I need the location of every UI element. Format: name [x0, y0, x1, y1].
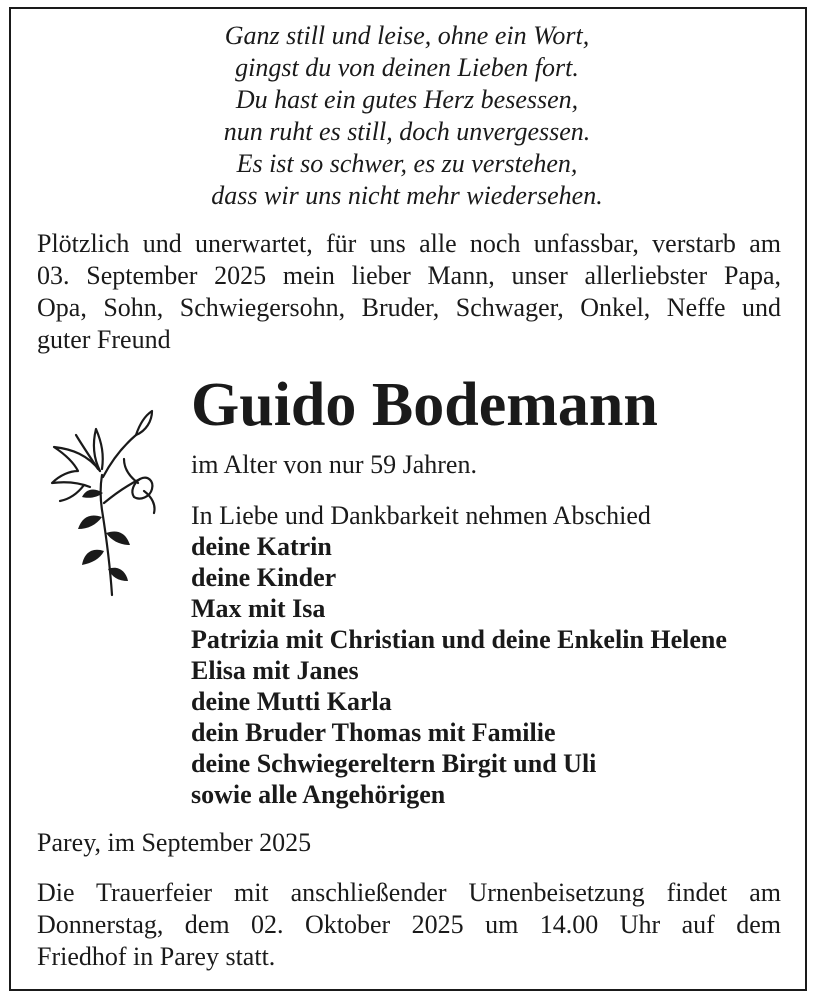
poem-line: dass wir uns nicht mehr wiedersehen.: [211, 181, 603, 210]
poem-line: Es ist so schwer, es zu verstehen,: [236, 149, 578, 178]
poem: [0, 20, 814, 212]
farewell-intro: In Liebe und Dankbarkeit nehmen Abschied: [191, 501, 651, 530]
family-member: deine Mutti Karla: [191, 687, 392, 716]
poem-line: gingst du von deinen Lieben fort.: [235, 53, 579, 82]
deceased-name: Guido Bodemann: [191, 371, 658, 439]
family-member: deine Kinder: [191, 563, 337, 592]
death-announcement: [37, 228, 781, 356]
family-member: dein Bruder Thomas mit Familie: [191, 718, 556, 747]
announcement-line: guter Freund: [37, 325, 171, 354]
family-list: [191, 500, 727, 810]
place-and-date: Parey, im September 2025: [37, 828, 312, 857]
announcement-line: 03. September 2025 mein lieber Mann, unser allerliebster Papa,: [37, 261, 781, 290]
family-member: Max mit Isa: [191, 594, 326, 623]
notice-line: Die Trauerfeier mit anschließender Urnenbeisetzung findet am: [37, 878, 781, 907]
poem-line: Ganz still und leise, ohne ein Wort,: [224, 21, 590, 50]
family-member: deine Schwiegereltern Birgit und Uli: [191, 749, 597, 778]
family-member: sowie alle Angehörigen: [191, 780, 446, 809]
poem-line: Du hast ein gutes Herz besessen,: [235, 85, 579, 114]
family-member: deine Katrin: [191, 532, 332, 561]
family-member: Patrizia mit Christian und deine Enkelin Helene: [191, 625, 727, 654]
poem-line: nun ruht es still, doch unvergessen.: [223, 117, 591, 146]
announcement-line: Plötzlich und unerwartet, für uns alle noch unfassbar, verstarb am: [37, 229, 781, 258]
notice-line: Friedhof in Parey statt.: [37, 942, 276, 971]
lily-flower-icon: [40, 405, 160, 600]
notice-line: Donnerstag, dem 02. Oktober 2025 um 14.00 Uhr auf dem: [37, 910, 781, 939]
age-statement: im Alter von nur 59 Jahren.: [191, 450, 477, 479]
funeral-notice: [37, 877, 781, 973]
family-member: Elisa mit Janes: [191, 656, 359, 685]
announcement-line: Opa, Sohn, Schwiegersohn, Bruder, Schwager, Onkel, Neffe und: [37, 293, 781, 322]
